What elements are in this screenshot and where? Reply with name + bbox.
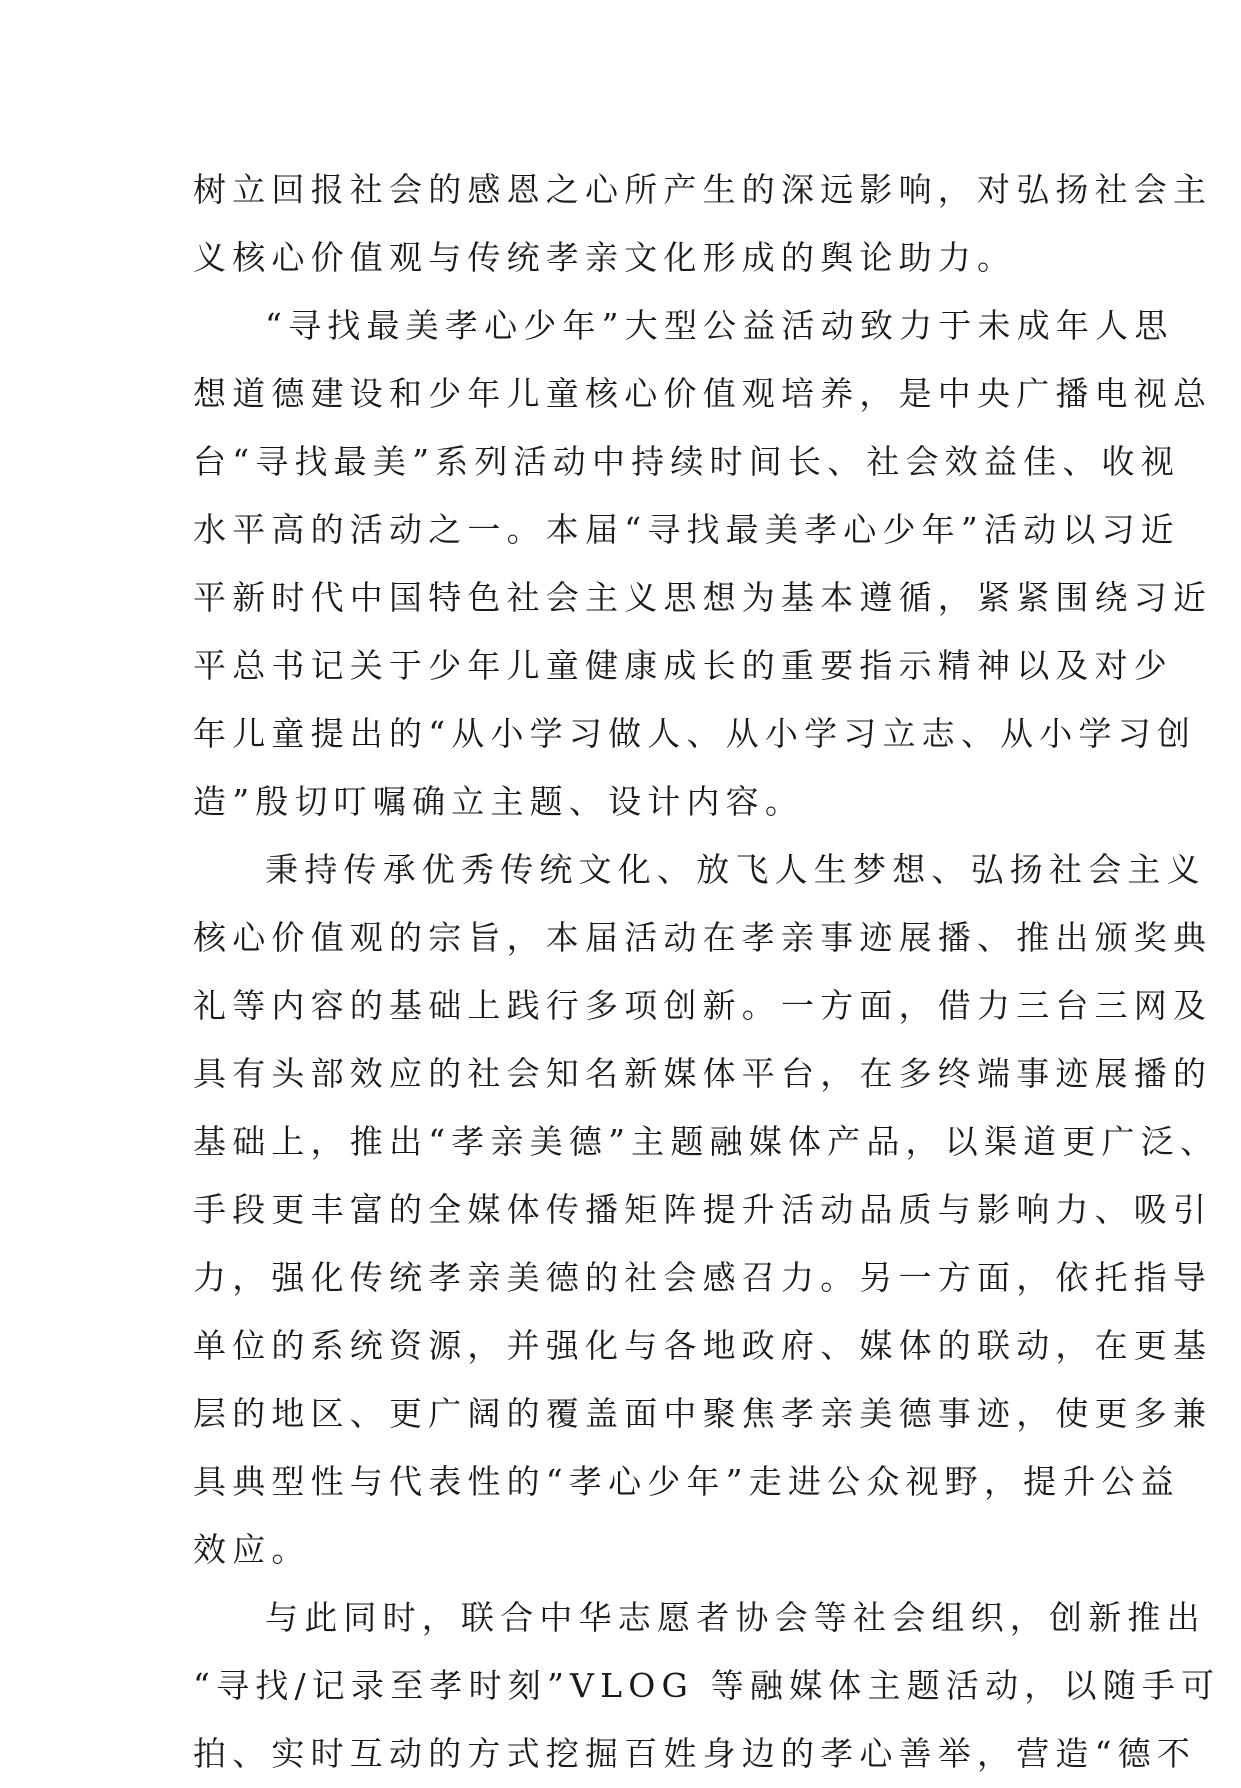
- text-line: 与此同时，联合中华志愿者协会等社会组织，创新推出: [265, 1598, 1206, 1637]
- text-line: 台“寻找最美”系列活动中持续时间长、社会效益佳、收视: [193, 442, 1180, 481]
- text-line: “寻找最美孝心少年”大型公益活动致力于未成年人思: [265, 306, 1174, 345]
- text-line: 礼等内容的基础上践行多项创新。一方面，借力三台三网及: [193, 986, 1213, 1025]
- text-line: 树立回报社会的感恩之心所产生的深远影响，对弘扬社会主: [193, 170, 1213, 209]
- text-line: 想道德建设和少年儿童核心价值观培养，是中央广播电视总: [193, 374, 1213, 413]
- text-line: 效应。: [193, 1530, 311, 1569]
- text-line: 具有头部效应的社会知名新媒体平台，在多终端事迹展播的: [193, 1054, 1213, 1093]
- text-line: “寻找/记录至孝时刻”VLOG 等融媒体主题活动，以随手可: [193, 1666, 1221, 1705]
- text-line: 层的地区、更广阔的覆盖面中聚焦孝亲美德事迹，使更多兼: [193, 1394, 1213, 1433]
- text-line: 秉持传承优秀传统文化、放飞人生梦想、弘扬社会主义: [265, 850, 1206, 889]
- text-line: 水平高的活动之一。本届“寻找最美孝心少年”活动以习近: [193, 510, 1180, 549]
- text-line: 手段更丰富的全媒体传播矩阵提升活动品质与影响力、吸引: [193, 1190, 1213, 1229]
- text-line: 单位的系统资源，并强化与各地政府、媒体的联动，在更基: [193, 1326, 1213, 1365]
- text-line: 义核心价值观与传统孝亲文化形成的舆论助力。: [193, 238, 1017, 277]
- text-line: 具典型性与代表性的“孝心少年”走进公众视野，提升公益: [193, 1462, 1180, 1501]
- text-line: 平新时代中国特色社会主义思想为基本遵循，紧紧围绕习近: [193, 578, 1213, 617]
- body-text: [193, 156, 1221, 1788]
- text-line: 造”殷切叮嘱确立主题、设计内容。: [193, 782, 805, 821]
- text-line: 年儿童提出的“从小学习做人、从小学习立志、从小学习创: [193, 714, 1197, 753]
- text-line: 平总书记关于少年儿童健康成长的重要指示精神以及对少: [193, 646, 1173, 685]
- text-line: 力，强化传统孝亲美德的社会感召力。另一方面，依托指导: [193, 1258, 1213, 1297]
- text-line: 基础上，推出“孝亲美德”主题融媒体产品，以渠道更广泛、: [193, 1122, 1220, 1161]
- text-line: 核心价值观的宗旨，本届活动在孝亲事迹展播、推出颁奖典: [193, 918, 1213, 957]
- text-line: 拍、实时互动的方式挖掘百姓身边的孝心善举，营造“德不: [193, 1734, 1197, 1773]
